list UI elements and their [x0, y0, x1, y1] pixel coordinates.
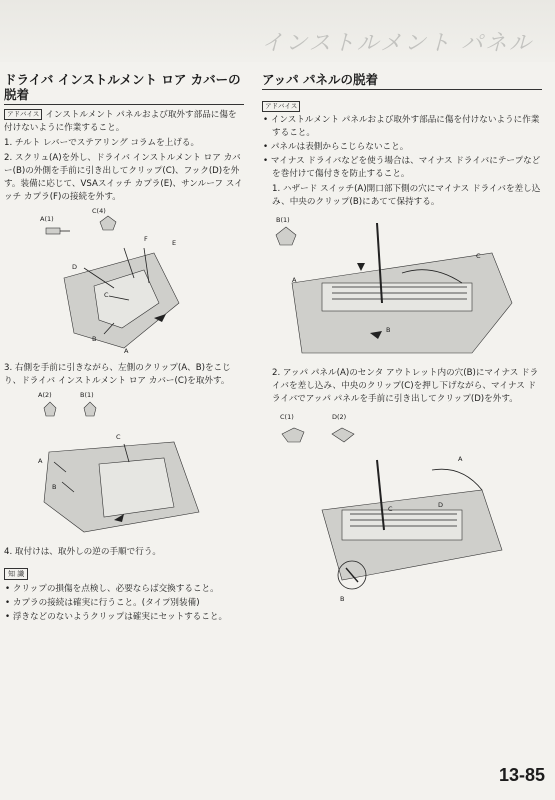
label-b1: B(1)	[80, 391, 94, 399]
section-header: インストルメント パネル	[261, 31, 533, 56]
left-figure-2	[4, 392, 244, 542]
advice-item: • インストルメント パネルおよび取外す部品に傷を付けないように作業すること。	[263, 115, 540, 138]
label-b: B	[92, 335, 97, 343]
label-d: D	[438, 501, 444, 509]
note-item: • カプラの接続は確実に行うこと。(タイプ別装備)	[5, 598, 200, 608]
left-step-1: 1. チルト レバーでステアリング コラムを上げる。	[4, 138, 200, 148]
label-d: D	[72, 263, 78, 271]
left-step-2: 2. スクリュ(A)を外し、ドライバ インストルメント ロア カバー(B)の外側を手前に引き出してクリップ(C)、フック(D)を外す。装備に応じて、VSAスイッチ カプラ(E)、サンルーフ スイッチ カプラ(F)の接続を外す。	[4, 153, 243, 202]
left-step-3: 3. 右側を手前に引きながら、左側のクリップ(A、B)をこじり、ドライバ インストルメント ロア カバー(C)を取外す。	[4, 363, 231, 386]
label-c1: C(1)	[280, 413, 294, 421]
advice-badge: アドバイス	[4, 109, 42, 120]
left-section-title: ドライバ インストルメント ロア カバーの脱着	[4, 72, 244, 105]
label-a1: A(1)	[40, 215, 54, 223]
right-step-2: 2. アッパ パネル(A)のセンタ アウトレット内の穴(B)にマイナス ドライバを差し込み、中央のクリップ(C)を押し下げながら、マイナス ドライバでアッパ パネルを手前に引き出してクリップ(D)を外す。	[272, 368, 539, 404]
note-item: • クリップの損傷を点検し、必要ならば交換すること。	[5, 584, 219, 594]
label-a: A	[38, 457, 43, 465]
right-step-1: 1. ハザード スイッチ(A)開口部下側の穴にマイナス ドライバを差し込み、中央のクリップ(B)にあてて保持する。	[272, 184, 541, 207]
page-number: 13-85	[498, 765, 545, 785]
right-figure-1	[262, 213, 542, 363]
left-advice	[4, 109, 244, 135]
left-figure-1	[4, 208, 244, 358]
cover-removal-diagram	[4, 208, 239, 358]
label-d2: D(2)	[332, 413, 347, 421]
label-a: A	[458, 455, 463, 463]
label-f: F	[144, 235, 148, 243]
upper-panel-diagram	[262, 410, 537, 610]
label-b: B	[340, 595, 345, 603]
left-step-4: 4. 取付けは、取外しの逆の手順で行う。	[4, 547, 162, 557]
label-a: A	[124, 347, 129, 355]
label-a: A	[292, 276, 297, 284]
label-c4: C(4)	[92, 207, 106, 215]
right-figure-2	[262, 410, 542, 610]
left-column	[4, 72, 244, 625]
label-c: C	[116, 433, 121, 441]
label-c: C	[104, 291, 109, 299]
label-b: B	[52, 483, 57, 491]
right-section-title: アッパ パネルの脱着	[262, 72, 542, 90]
knowledge-badge: 知 識	[4, 568, 28, 580]
right-column	[262, 72, 542, 614]
label-c: C	[476, 252, 481, 260]
note-item: • 浮きなどのないようクリップは確実にセットすること。	[5, 612, 228, 622]
cover-clip-diagram	[4, 392, 239, 542]
left-advice-text: インストルメント パネルおよび取外す部品に傷を付けないように作業すること。	[4, 110, 237, 133]
label-a2: A(2)	[38, 391, 52, 399]
label-e: E	[172, 239, 177, 247]
label-b: B	[386, 326, 391, 334]
advice-item: • マイナス ドライバなどを使う場合は、マイナス ドライバにテープなどを巻付けて傷付きを防止すること。	[263, 156, 541, 179]
label-c: C	[388, 505, 393, 513]
advice-item: • パネルは表側からこじらないこと。	[263, 142, 409, 152]
label-b1: B(1)	[276, 216, 290, 224]
hazard-switch-diagram	[262, 213, 537, 363]
advice-badge: アドバイス	[262, 101, 300, 112]
